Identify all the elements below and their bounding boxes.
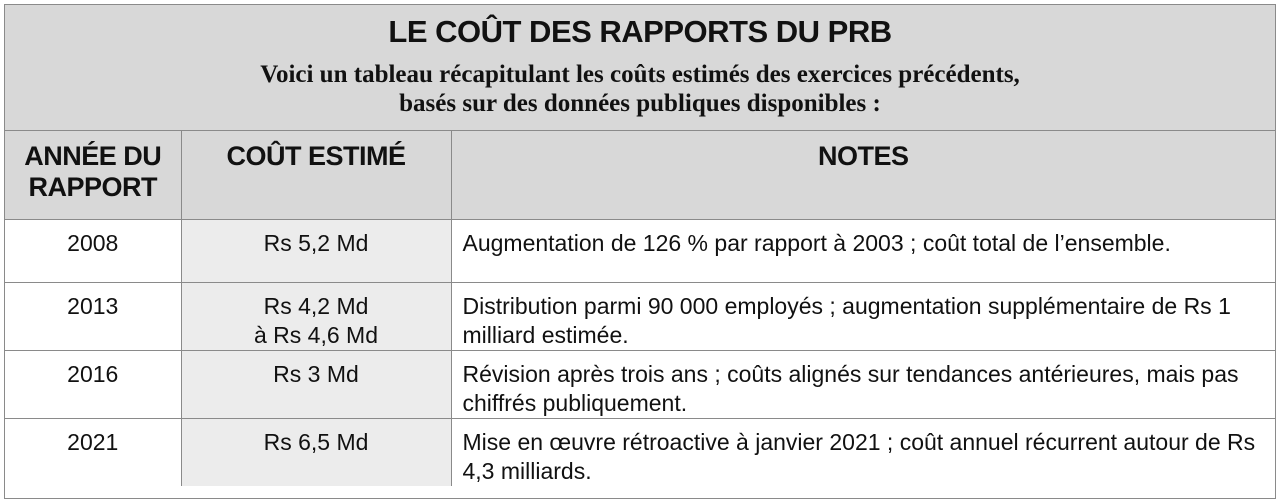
document-subtitle [5, 60, 1275, 118]
cost-table [5, 131, 1275, 486]
cost-cell [181, 351, 451, 419]
year-cell: 2016 [5, 351, 181, 419]
note-cell: Révision après trois ans ; coûts alignés sur tendances antérieures, mais pas chiffrés publiquement. [451, 351, 1275, 419]
table-row [5, 351, 1275, 419]
cost-cell [181, 419, 451, 487]
column-header-year [5, 131, 181, 220]
subtitle-line-2: basés sur des données publiques disponibles : [399, 90, 881, 117]
column-header-notes: NOTES [451, 131, 1275, 220]
column-header-year-line-2: RAPPORT [28, 172, 157, 202]
table-header-row [5, 131, 1275, 220]
cost-cell [181, 220, 451, 283]
column-header-cost: COÛT ESTIMÉ [181, 131, 451, 220]
cost-line-2: à Rs 4,6 Md [254, 322, 378, 348]
cost-line-1: Rs 4,2 Md [263, 293, 369, 319]
cost-line-1: Rs 3 Md [273, 361, 359, 387]
year-cell: 2013 [5, 283, 181, 351]
table-row [5, 283, 1275, 351]
document-title: LE COÛT DES RAPPORTS DU PRB [388, 14, 892, 49]
cost-cell [181, 283, 451, 351]
column-header-year-line-1: ANNÉE DU [24, 141, 162, 171]
cost-line-1: Rs 6,5 Md [263, 429, 369, 455]
note-cell: Distribution parmi 90 000 employés ; augmentation supplémentaire de Rs 1 milliard estimée. [451, 283, 1275, 351]
cost-summary-document [4, 4, 1276, 499]
cost-line-1: Rs 5,2 Md [263, 230, 369, 256]
note-cell: Augmentation de 126 % par rapport à 2003 ; coût total de l’ensemble. [451, 220, 1275, 283]
note-cell: Mise en œuvre rétroactive à janvier 2021 ; coût annuel récurrent autour de Rs 4,3 milliards. [451, 419, 1275, 487]
document-header [5, 5, 1275, 131]
year-cell: 2008 [5, 220, 181, 283]
table-row [5, 220, 1275, 283]
year-cell: 2021 [5, 419, 181, 487]
subtitle-line-1: Voici un tableau récapitulant les coûts estimés des exercices précédents, [260, 61, 1020, 88]
table-row [5, 419, 1275, 487]
